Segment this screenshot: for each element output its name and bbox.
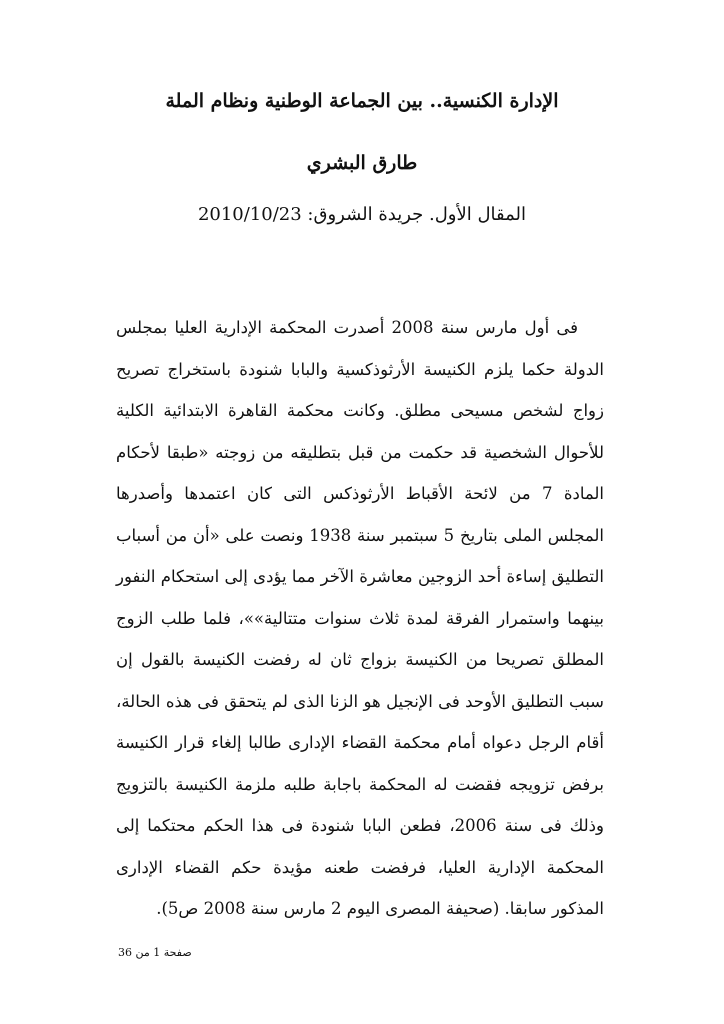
- article-body: [116, 307, 604, 930]
- author-name: طارق البشري: [306, 152, 418, 174]
- source-line: المقال الأول. جريدة الشروق: 2010/10/23: [197, 204, 527, 225]
- page-number-footer: صفحة 1 من 36: [118, 946, 192, 959]
- body-paragraph: فى أول مارس سنة 2008 أصدرت المحكمة الإدارية العليا بمجلس الدولة حكما يلزم الكنيسة الأرثوذكسية والبابا شنودة باستخراج تصريح زواج لشخص مسيحى مطلق. وكانت محكمة القاهرة الابتدائية الكلية للأحوال الشخصية قد حكمت من قبل بتطليقه من زوجته «طبقا لأحكام المادة 7 من لائحة الأقباط الأرثوذكس التى كان اعتمدها وأصدرها المجلس الملى بتاريخ 5 سبتمبر سنة 1938 ونصت على «أن من أسباب التطليق إساءة أحد الزوجين معاشرة الآخر مما يؤدى إلى استحكام النفور بينهما واستمرار الفرقة لمدة ثلاث سنوات متتالية»»، فلما طلب الزوج المطلق تصريحا من الكنيسة بزواج ثان له رفضت الكنيسة بالقول إن سبب التطليق الأوحد فى الإنجيل هو الزنا الذى لم يتحقق فى هذه الحالة، أقام الرجل دعواه أمام محكمة القضاء الإدارى طالبا إلغاء قرار الكنيسة برفض تزويجه فقضت له المحكمة باجابة طلبه ملزمة الكنيسة بالتزويج وذلك فى سنة 2006، فطعن البابا شنودة فى هذا الحكم محتكما إلى المحكمة الإدارية العليا، فرفضت طعنه مؤيدة حكم القضاء الإدارى المذكور سابقا. (صحيفة المصرى اليوم 2 مارس سنة 2008 ص5).: [116, 318, 605, 918]
- document-title: الإدارة الكنسية.. بين الجماعة الوطنية ونظام الملة: [165, 90, 559, 112]
